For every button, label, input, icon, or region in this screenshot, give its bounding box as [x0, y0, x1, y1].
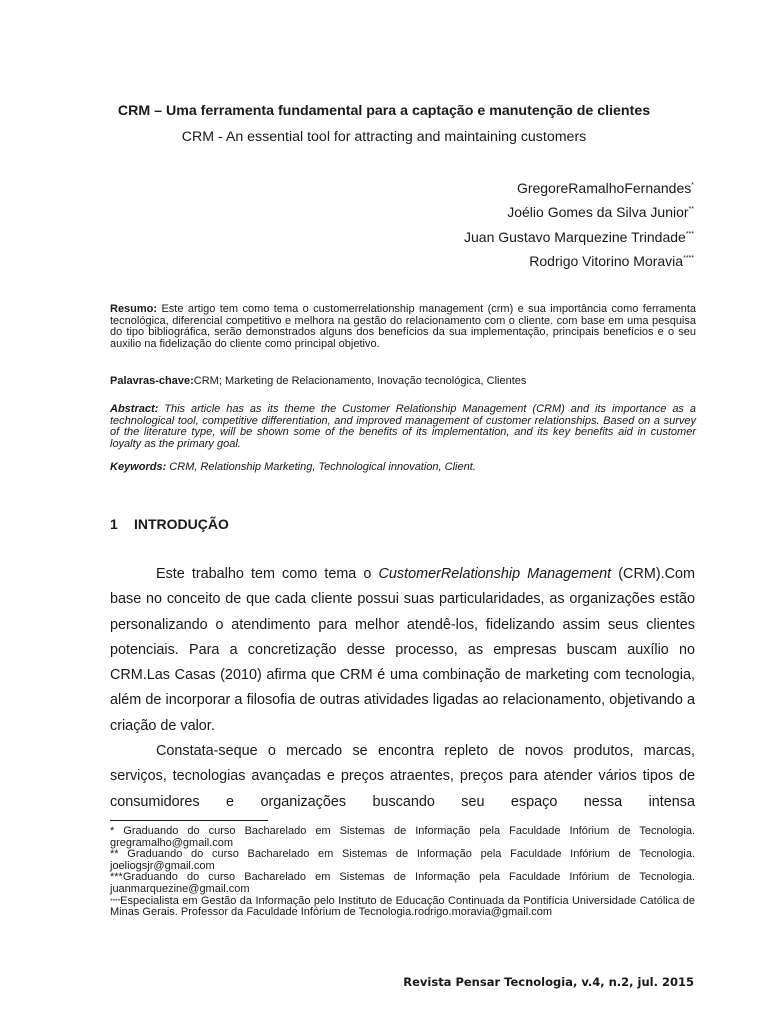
- author-list: [464, 176, 694, 273]
- paragraph-1: [110, 562, 695, 739]
- resumo-block: [110, 304, 696, 351]
- paragraph-1-b: (CRM).Com base no conceito de que cada cliente possui suas particularidades, as organizações estão personalizando o atendimento para melhor atendê-los, fidelizando assim seus clientes potenciais. Para a concretização desse processo, as empresas buscam auxílio no CRM.Las Casas (2010) afirma que CRM é uma combinação de marketing com tecnologia, além de incorporar a filosofia de outras atividades ligadas ao relacionamento, objetivando a criação de valor.: [110, 566, 695, 734]
- author-2: [464, 200, 694, 224]
- author-3: [464, 225, 694, 249]
- author-1: [464, 176, 694, 200]
- resumo-label: Resumo:: [110, 303, 158, 315]
- paragraph-2-text: Constata-seque o mercado se encontra repleto de novos produtos, marcas, serviços, tecnologias avançadas e preços atraentes, preços para atender vários tipos de consumidores e organizações buscando seu espaço nessa intensa: [110, 743, 695, 810]
- palavras-chave-label: Palavras-chave:: [110, 375, 194, 387]
- title-english: CRM - An essential tool for attracting and maintaining customers: [181, 129, 587, 145]
- abstract-label: Abstract:: [110, 403, 159, 415]
- footnote-mark: ***: [110, 871, 123, 884]
- abstract-text: This article has as its theme the Customer Relationship Management (CRM) and its importance as a technological tool, competitive differentiation, and improved management of customer relationships. Based on a survey of the literature type, will be shown some of the benefits of its implementation, and its key benefits aid in customer loyalty as the primary goal.: [110, 403, 696, 451]
- footnote-mark: **: [110, 848, 119, 861]
- author-mark: *: [691, 182, 694, 189]
- author-name: Joélio Gomes da Silva Junior: [507, 204, 689, 221]
- footnote-3: [110, 872, 695, 895]
- abstract-block: [110, 404, 696, 451]
- footnote-separator: [110, 820, 268, 821]
- footnote-text: Especialista em Gestão da Informação pelo Instituto de Educação Continuada da Pontifícia Universidade Católica de Minas Gerais. Professor da Faculdade Infórium de Tecnologia.rodrigo.moravia@gmail.com: [110, 894, 695, 919]
- author-name: GregoreRamalhoFernandes: [516, 180, 692, 196]
- paragraph-1-italic: CustomerRelationship Management: [378, 566, 612, 582]
- footnote-1: [110, 826, 695, 849]
- section-number: 1: [110, 516, 118, 532]
- author-name: Rodrigo Vitorino Moravia: [529, 252, 684, 269]
- keywords-label: Keywords:: [110, 461, 167, 473]
- footnote-mark: ****: [110, 897, 121, 905]
- footnote-text: Graduando do curso Bacharelado em Sistemas de Informação pela Faculdade Infórium de Tecnologia. joeliogsjr@gmail.com: [110, 848, 695, 872]
- palavras-chave-text: CRM; Marketing de Relacionamento, Inovação tecnológica, Clientes: [193, 375, 527, 387]
- paragraph-1-a: Este trabalho tem como tema o: [156, 566, 379, 582]
- author-name: Juan Gustavo Marquezine Trindade: [464, 228, 686, 245]
- section-title: INTRODUÇÃO: [134, 516, 229, 532]
- journal-footer: Revista Pensar Tecnologia, v.4, n.2, jul. 2015: [403, 975, 694, 989]
- footnotes: [110, 826, 695, 919]
- footnote-mark: *: [110, 825, 115, 837]
- footnote-text: Graduando do curso Bacharelado em Sistemas de Informação pela Faculdade Infórium de Tecnologia. gregramalho@gmail.com: [110, 825, 695, 849]
- footnote-4: [110, 896, 695, 919]
- paragraph-2: [110, 739, 695, 815]
- author-mark: ***: [685, 230, 694, 238]
- keywords-line: [110, 461, 476, 473]
- footnote-text: Graduando do curso Bacharelado em Sistemas de Informação pela Faculdade Infórium de Tecnologia. juanmarquezine@gmail.com: [110, 871, 695, 895]
- author-mark: **: [688, 206, 694, 214]
- section-heading: [110, 516, 229, 532]
- author-4: [464, 249, 694, 273]
- author-mark: ****: [683, 254, 694, 262]
- resumo-text: Este artigo tem como tema o customerrelationship management (crm) e sua importância como ferramenta tecnológica, diferencial competitivo e melhora na gestão do relacionamento com o cliente. com base em uma pesquisa do tipo bibliográfica, serão demonstrados alguns dos benefícios da sua implementação, principais benefícios e o seu auxilio na fidelização do cliente como principal objetivo.: [110, 303, 696, 351]
- title-portuguese: CRM – Uma ferramenta fundamental para a captação e manutenção de clientes: [117, 103, 651, 119]
- footnote-2: [110, 849, 695, 872]
- palavras-chave-line: [110, 375, 526, 387]
- keywords-text: CRM, Relationship Marketing, Technological innovation, Client.: [166, 461, 476, 473]
